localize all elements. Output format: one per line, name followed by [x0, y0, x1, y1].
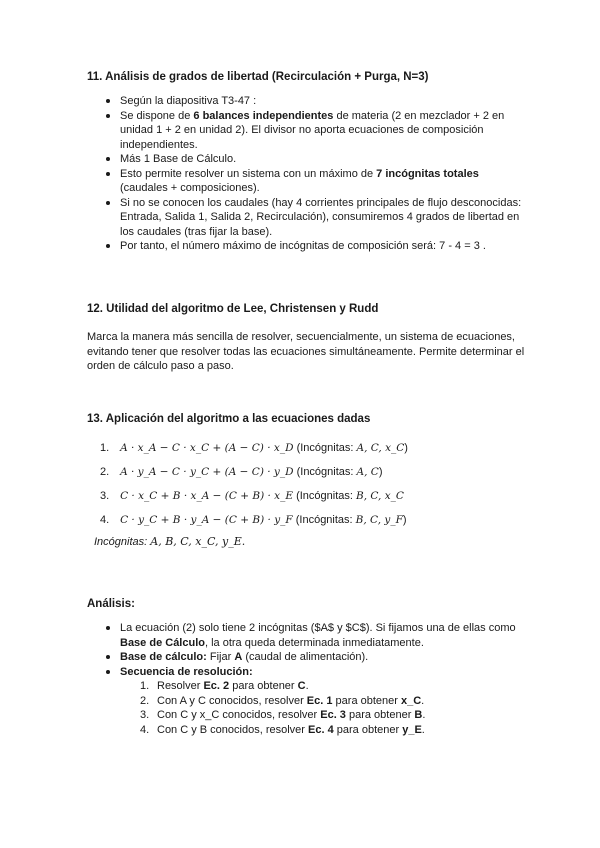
- list-item: Más 1 Base de Cálculo.: [106, 152, 526, 167]
- list-item: Esto permite resolver un sistema con un máximo de 7 incógnitas totales (caudales + composiciones).: [106, 167, 526, 196]
- step-item: 2. Con A y C conocidos, resolver Ec. 1 para obtener x_C.: [140, 694, 425, 707]
- list-item: Se dispone de 6 balances independientes de materia (2 en mezclador + 2 en unidad 1 + 2 en unidad 2). El divisor no aporta ecuaciones de composición independientes.: [106, 109, 526, 153]
- list-item: Si no se conocen los caudales (hay 4 corrientes principales de flujo desconocidas: Entrada, Salida 1, Salida 2, Recirculación), consumiremos 4 grados de libertad en los caudales (tras fijar la base).: [106, 196, 526, 240]
- equation-expression: C · y_C + B · y_A − (C + B) · y_F: [120, 514, 293, 526]
- equation-list: [100, 438, 408, 534]
- analysis-list: [106, 621, 526, 737]
- equation-3: 3. C · x_C + B · x_A − (C + B) · x_E (Incógnitas: B, C, x_C: [100, 490, 404, 502]
- analysis-title: Análisis:: [87, 598, 135, 610]
- equation-4: 4. C · y_C + B · y_A − (C + B) · y_F (Incógnitas: B, C, y_F): [100, 514, 407, 526]
- equation-expression: A · x_A − C · x_C + (A − C) · x_D: [120, 442, 294, 454]
- step-item: 3. Con C y x_C conocidos, resolver Ec. 3 para obtener B.: [140, 709, 426, 721]
- section-13-title: 13. Aplicación del algoritmo a las ecuaciones dadas: [87, 413, 371, 425]
- list-item: Secuencia de resolución: 1. Resolver Ec. 2 para obtener C. 2. Con A y C conocidos, resolver Ec. 1 para obtener x_C. 3. Con C y x_C conocidos, resolver Ec. 3 para obtener B. 4. Con C y B conocidos, resolver Ec. 4 para obtener y_E.: [106, 665, 526, 738]
- list-item: Por tanto, el número máximo de incógnitas de composición será: 7 - 4 = 3 .: [106, 239, 526, 254]
- list-item: La ecuación (2) solo tiene 2 incógnitas ($A$ y $C$). Si fijamos una de ellas como Base de Cálculo, la otra queda determinada inmediatamente.: [106, 621, 526, 650]
- equation-1: 1. A · x_A − C · x_C + (A − C) · x_D (Incógnitas: A, C, x_C): [100, 442, 408, 454]
- section-12-title: 12. Utilidad del algoritmo de Lee, Christensen y Rudd: [87, 303, 379, 315]
- list-item: Según la diapositiva T3-47 :: [106, 94, 526, 109]
- section-11-list: [106, 94, 526, 254]
- equation-2: 2. A · y_A − C · y_C + (A − C) · y_D (Incógnitas: A, C): [100, 466, 383, 478]
- section-12-paragraph: Marca la manera más sencilla de resolver, secuencialmente, un sistema de ecuaciones, evitando tener que resolver todas las ecuaciones simultáneamente. Permite determinar el orden de cálculo paso a paso.: [87, 331, 525, 372]
- resolution-steps: [140, 679, 526, 737]
- step-item: 4. Con C y B conocidos, resolver Ec. 4 para obtener y_E.: [140, 723, 425, 736]
- section-11-title: 11. Análisis de grados de libertad (Recirculación + Purga, N=3): [87, 71, 429, 83]
- unknowns-summary: Incógnitas: A, B, C, x_C, y_E.: [94, 535, 246, 548]
- equation-expression: A · y_A − C · y_C + (A − C) · y_D: [120, 466, 294, 478]
- step-item: 1. Resolver Ec. 2 para obtener C.: [140, 680, 309, 692]
- equation-expression: C · x_C + B · x_A − (C + B) · x_E: [120, 490, 294, 502]
- list-item: Base de cálculo: Fijar A (caudal de alimentación).: [106, 650, 526, 665]
